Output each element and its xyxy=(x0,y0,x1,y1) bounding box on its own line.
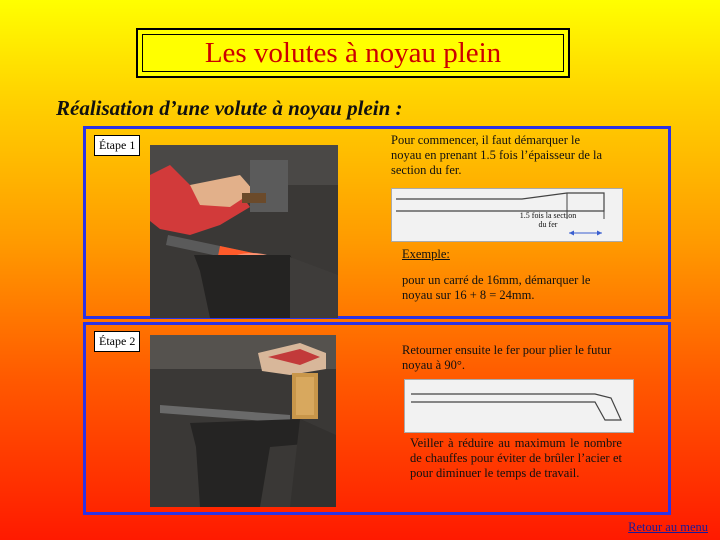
bent-bar-diagram xyxy=(405,380,633,432)
step-1-panel xyxy=(83,126,671,319)
step-1-intro-text: Pour commencer, il faut démarquer le noyau en prenant 1.5 fois l’épaisseur de la section du fer. xyxy=(391,133,603,177)
step-2-note-text: Veiller à réduire au maximum le nombre de chauffes pour éviter de brûler l’acier et pour diminuer le temps de travail. xyxy=(410,436,622,480)
step-1-label: Étape 1 xyxy=(94,135,140,156)
bending-photo-illustration xyxy=(150,335,336,507)
step-2-photo xyxy=(150,335,336,507)
bar-marking-diagram xyxy=(392,189,622,241)
title-box xyxy=(136,28,570,78)
example-text: pour un carré de 16mm, démarquer le noyau sur 16 + 8 = 24mm. xyxy=(402,273,591,302)
section-subtitle: Réalisation d’une volute à noyau plein : xyxy=(56,96,403,120)
step-2-intro-text: Retourner ensuite le fer pour plier le futur noyau à 90°. xyxy=(402,343,612,372)
step-2-label: Étape 2 xyxy=(94,331,140,352)
step-2-diagram xyxy=(404,379,634,433)
diagram-label-line2: du fer xyxy=(538,220,558,229)
example-heading: Exemple: xyxy=(402,247,450,261)
forging-photo-illustration xyxy=(150,145,338,318)
page-title: Les volutes à noyau plein xyxy=(204,36,502,69)
back-to-menu-link[interactable]: Retour au menu xyxy=(628,520,708,534)
step-1-diagram xyxy=(391,188,623,242)
diagram-label-line1: 1.5 fois la section xyxy=(519,211,577,220)
step-1-photo xyxy=(150,145,338,318)
step-2-panel xyxy=(83,322,671,515)
